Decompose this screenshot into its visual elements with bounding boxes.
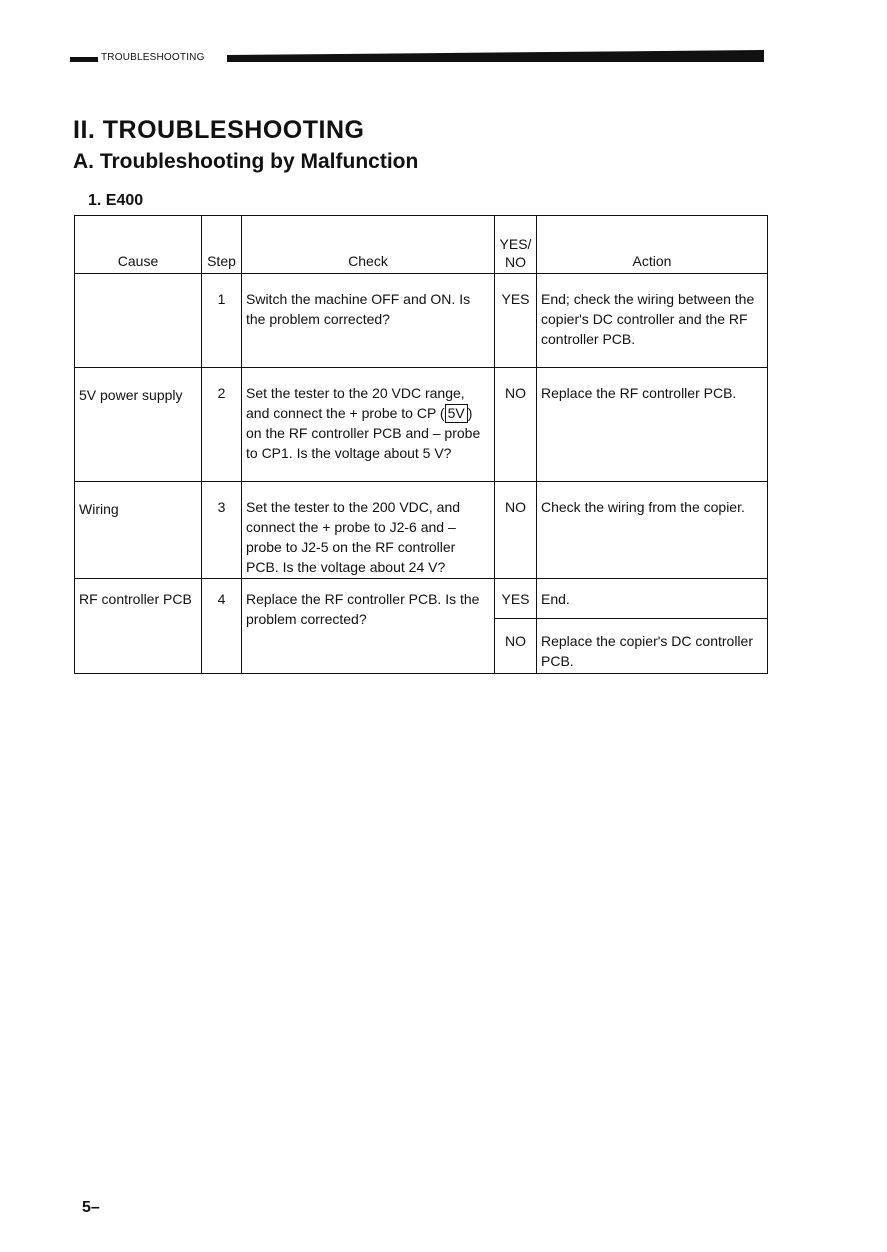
connector-label-5v: 5V <box>445 404 468 423</box>
yes-no-header-line1: YES/ <box>499 236 532 252</box>
yes-no-header-line2: NO <box>505 254 526 270</box>
chapter-title: II. TROUBLESHOOTING <box>73 116 365 144</box>
cause-cell <box>75 274 202 368</box>
table-row <box>75 579 768 619</box>
column-header-yes-no <box>495 216 537 274</box>
check-cell: Switch the machine OFF and ON. Is the problem corrected? <box>242 274 495 368</box>
result-cell-yes: YES <box>495 579 537 619</box>
result-cell: NO <box>495 368 537 482</box>
table-row <box>75 368 768 482</box>
column-header-check: Check <box>242 216 495 274</box>
column-header-step: Step <box>202 216 242 274</box>
running-header-label: TROUBLESHOOTING <box>101 52 205 63</box>
step-cell: 1 <box>202 274 242 368</box>
column-header-cause: Cause <box>75 216 202 274</box>
running-header <box>70 50 764 62</box>
action-cell: End; check the wiring between the copier's DC controller and the RF controller PCB. <box>537 274 768 368</box>
check-cell <box>242 368 495 482</box>
check-cell: Replace the RF controller PCB. Is the problem corrected? <box>242 579 495 674</box>
subsection-title: 1. E400 <box>88 192 144 209</box>
check-text-before: Set the tester to the 20 VDC range, and connect the + probe to CP ( <box>246 385 465 421</box>
header-bar-left <box>70 57 98 62</box>
step-cell: 3 <box>202 482 242 579</box>
cause-cell: 5V power supply <box>75 368 202 482</box>
section-title: A. Troubleshooting by Malfunction <box>73 150 419 173</box>
cause-cell: Wiring <box>75 482 202 579</box>
action-cell: Replace the RF controller PCB. <box>537 368 768 482</box>
troubleshooting-table <box>74 215 768 674</box>
step-cell: 2 <box>202 368 242 482</box>
result-cell-no: NO <box>495 619 537 674</box>
column-header-action: Action <box>537 216 768 274</box>
result-cell: NO <box>495 482 537 579</box>
check-text-after: ) on the RF controller PCB and – probe to CP1. Is the voltage about 5 V? <box>246 405 481 461</box>
cause-cell: RF controller PCB <box>75 579 202 674</box>
header-bar-right <box>227 50 764 62</box>
table-row <box>75 274 768 368</box>
result-cell: YES <box>495 274 537 368</box>
action-cell-no: Replace the copier's DC controller PCB. <box>537 619 768 674</box>
table-row <box>75 482 768 579</box>
check-cell: Set the tester to the 200 VDC, and connect the + probe to J2-6 and – probe to J2-5 on the RF controller PCB. Is the voltage about 24 V? <box>242 482 495 579</box>
action-cell-yes: End. <box>537 579 768 619</box>
step-cell: 4 <box>202 579 242 674</box>
table-header-row <box>75 216 768 274</box>
action-cell: Check the wiring from the copier. <box>537 482 768 579</box>
page-number: 5– <box>82 1199 100 1216</box>
